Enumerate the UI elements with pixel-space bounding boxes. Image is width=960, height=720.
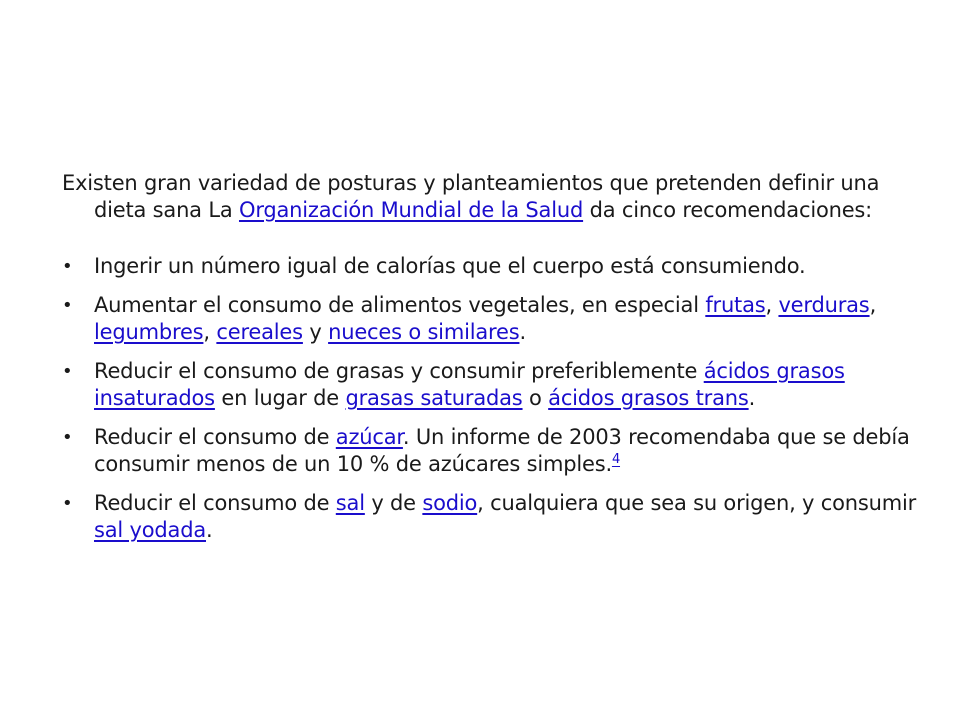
list-item (62, 292, 922, 346)
recommendations-list (62, 253, 922, 544)
link-cereales[interactable]: cereales (216, 320, 303, 344)
intro-paragraph (62, 170, 922, 224)
bullet-icon: • (62, 361, 73, 382)
item-text: en lugar de (214, 386, 346, 410)
link-legumbres[interactable]: legumbres (94, 320, 204, 344)
footnote-ref-4[interactable]: 4 (611, 452, 621, 467)
slide-body (62, 170, 922, 556)
bullet-icon: • (62, 493, 73, 514)
item-text: Ingerir un número igual de calorías que el cuerpo está consumiendo. (94, 254, 806, 278)
item-text: y (302, 320, 329, 344)
link-oms[interactable]: Organización Mundial de la Salud (238, 198, 584, 222)
bullet-icon: • (62, 427, 73, 448)
link-nueces[interactable]: nueces o similares (328, 320, 520, 344)
item-text: , cualquiera que sea su origen, y consumir (477, 491, 917, 515)
item-text: . (519, 320, 526, 344)
item-text: . Un informe de 2003 recomendaba que se debía consumir menos de un 10 % de azúcares simples. (94, 425, 910, 476)
link-grasas-saturadas[interactable]: grasas saturadas (345, 386, 523, 410)
link-azucar[interactable]: azúcar (335, 425, 403, 449)
list-item (62, 490, 922, 544)
bullet-icon: • (62, 256, 73, 277)
item-text: , (203, 320, 217, 344)
item-text: Aumentar el consumo de alimentos vegetales, en especial (94, 293, 706, 317)
link-sal-yodada[interactable]: sal yodada (94, 518, 206, 542)
item-text: . (206, 518, 213, 542)
item-text: Reducir el consumo de grasas y consumir preferiblemente (94, 359, 704, 383)
list-item (62, 253, 922, 280)
list-item (62, 424, 922, 478)
link-sal[interactable]: sal (335, 491, 365, 515)
item-text: Reducir el consumo de (94, 491, 336, 515)
item-text: . (748, 386, 756, 410)
item-text: Reducir el consumo de (94, 425, 336, 449)
link-verduras[interactable]: verduras (778, 293, 870, 317)
link-sodio[interactable]: sodio (422, 491, 478, 515)
link-acidos-grasos-insaturados[interactable]: ácidos grasos insaturados (94, 359, 845, 410)
link-acidos-grasos-trans[interactable]: ácidos grasos trans (548, 386, 749, 410)
item-text: o (522, 386, 549, 410)
item-text: y de (364, 491, 423, 515)
list-item (62, 358, 922, 412)
link-frutas[interactable]: frutas (705, 293, 766, 317)
intro-text: Existen gran variedad de posturas y planteamientos que pretenden definir una dieta sana La (62, 171, 880, 222)
item-text: , (765, 293, 779, 317)
item-text: , (869, 293, 877, 317)
intro-text-end: da cinco recomendaciones: (583, 198, 873, 222)
bullet-icon: • (62, 295, 73, 316)
